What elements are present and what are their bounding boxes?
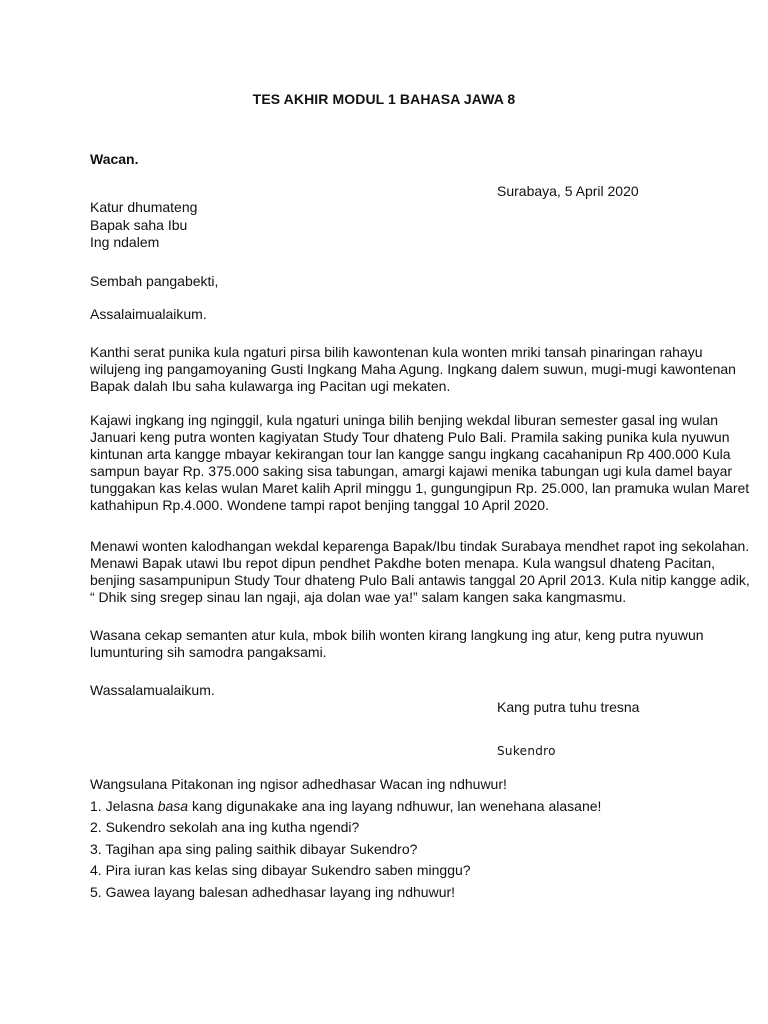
question-item (90, 796, 601, 818)
question-text: 3. Tagihan apa sing paling saithik dibayar Sukendro? (90, 840, 418, 857)
paragraph-line: lumunturing sih samodra pangaksami. (90, 644, 327, 660)
paragraph-line: Menawi Bapak utawi Ibu repot dipun pendhet Pakdhe boten menapa. Kula wangsul dhateng Pacitan, (90, 555, 715, 571)
question-item (90, 860, 601, 882)
address-line: Ing ndalem (90, 234, 160, 250)
paragraph-line: tunggakan kas kelas wulan Maret kalih April minggu 1, gungungipun Rp. 25.000, lan pramuka wulan Maret (90, 480, 750, 496)
paragraph-line: Menawi wonten kalodhangan wekdal keparenga Bapak/Ibu tindak Surabaya mendhet rapot ing sekolahan. (90, 538, 750, 554)
paragraph-line: Wasana cekap semanten atur kula, mbok bilih wonten kirang langkung ing atur, keng putra nyuwun (90, 627, 704, 643)
paragraph-3 (90, 538, 750, 606)
closing-phrase: Kang putra tuhu tresna (497, 699, 640, 715)
questions-section (90, 774, 601, 903)
salam-close: Wassalamualaikum. (90, 682, 215, 698)
paragraph-line: Januari keng putra wonten kagiyatan Study Tour dhateng Pulo Bali. Pramila saking punika kula nyuwun (90, 429, 730, 445)
question-item (90, 817, 601, 839)
salam-open: Assalaimualaikum. (90, 306, 207, 322)
paragraph-line: kintunan arta kangge mbayar kekirangan tour lan kangge sangu ingkang cacahanipun Rp 400.000 Kula (90, 446, 731, 462)
address-line: Katur dhumateng (90, 199, 198, 215)
question-text: 4. Pira iuran kas kelas sing dibayar Sukendro saben minggu? (90, 862, 471, 878)
question-emphasis: basa (157, 797, 189, 814)
paragraph-line: Bapak dalah Ibu saha kulawarga ing Pacitan ugi mekaten. (90, 378, 451, 394)
question-text: 2. Sukendro sekolah ana ing kutha ngendi? (90, 819, 360, 835)
paragraph-line: kathahipun Rp.4.000. Wondene tampi rapot benjing tanggal 10 April 2020. (90, 497, 549, 513)
greeting: Sembah pangabekti, (90, 273, 219, 289)
paragraph-line: “ Dhik sing sregep sinau lan ngaji, aja dolan wae ya!” salam kangen saka kangmasmu. (90, 589, 627, 605)
paragraph-1 (90, 344, 736, 395)
recipient-address (90, 199, 197, 252)
question-text: 5. Gawea layang balesan adhedhasar layang ing ndhuwur! (90, 883, 456, 900)
paragraph-line: wilujeng ing pangamoyaning Gusti Ingkang Maha Agung. Ingkang dalem suwun, mugi-mugi kawontenan (90, 361, 736, 377)
address-line: Bapak saha Ibu (90, 216, 188, 233)
questions-intro: Wangsulana Pitakonan ing ngisor adhedhasar Wacan ing ndhuwur! (90, 776, 507, 792)
question-item (90, 882, 601, 904)
place-date: Surabaya, 5 April 2020 (497, 183, 639, 199)
paragraph-line: benjing sasampunipun Study Tour dhateng Pulo Bali antawis tanggal 20 April 2013. Kula nitip kangge adik, (90, 572, 750, 588)
question-text: 1. Jelasna (90, 797, 158, 814)
question-item (90, 839, 601, 861)
paragraph-4 (90, 627, 704, 661)
paragraph-2 (90, 412, 750, 514)
paragraph-line: sampun bayar Rp. 375.000 saking sisa tabungan, amargi kajawi menika tabungan ugi kula damel bayar (90, 463, 733, 479)
question-text-end: kang digunakake ana ing layang ndhuwur, lan wenehana alasane! (188, 797, 602, 814)
paragraph-line: Kanthi serat punika kula ngaturi pirsa bilih kawontenan kula wonten mriki tansah pinaringan rahayu (90, 344, 703, 360)
paragraph-line: Kajawi ingkang ing nginggil, kula ngaturi uninga bilih benjing wekdal liburan semester gasal ing wulan (90, 412, 719, 428)
signature-name: Sukendro (497, 744, 556, 758)
document-title: TES AKHIR MODUL 1 BAHASA JAWA 8 (252, 91, 516, 107)
section-heading: Wacan. (90, 151, 139, 167)
